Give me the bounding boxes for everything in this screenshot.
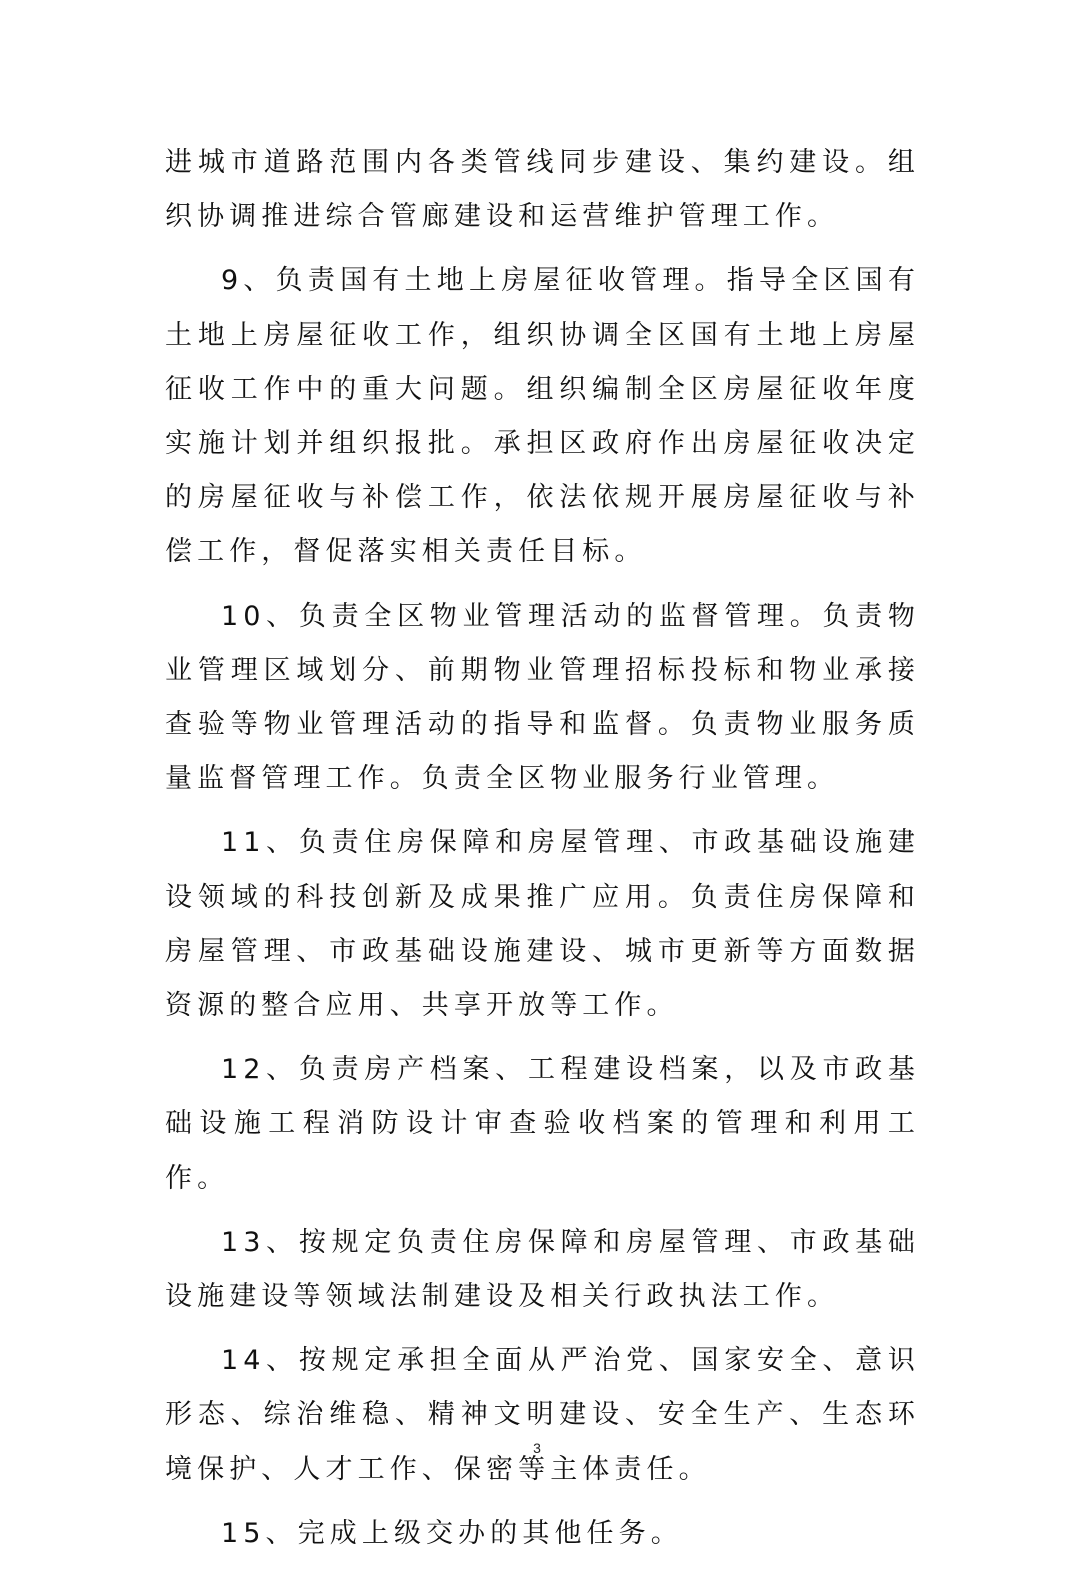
body-text <box>165 136 920 1571</box>
paragraph-item-9: 9、负责国有土地上房屋征收管理。指导全区国有土地上房屋征收工作，组织协调全区国有土地上房屋征收工作中的重大问题。组织编制全区房屋征收年度实施计划并组织报批。承担区政府作出房屋征收决定的房屋征收与补偿工作，依法依规开展房屋征收与补偿工作，督促落实相关责任目标。 <box>165 265 920 568</box>
paragraph-item-15: 15、完成上级交办的其他任务。 <box>221 1517 683 1549</box>
paragraph-item-11: 11、负责住房保障和房屋管理、市政基础设施建设领域的科技创新及成果推广应用。负责住房保障和房屋管理、市政基础设施建设、城市更新等方面数据资源的整合应用、共享开放等工作。 <box>165 827 920 1022</box>
paragraph-item-10: 10、负责全区物业管理活动的监督管理。负责物业管理区域划分、前期物业管理招标投标和物业承接查验等物业管理活动的指导和监督。负责物业服务质量监督管理工作。负责全区物业服务行业管理。 <box>165 600 920 795</box>
paragraph-item-14: 14、按规定承担全面从严治党、国家安全、意识形态、综治维稳、精神文明建设、安全生产、生态环境保护、人才工作、保密等主体责任。 <box>165 1345 920 1485</box>
paragraph-item-12: 12、负责房产档案、工程建设档案，以及市政基础设施工程消防设计审查验收档案的管理和利用工作。 <box>165 1054 920 1194</box>
paragraph-item-13: 13、按规定负责住房保障和房屋管理、市政基础设施建设等领域法制建设及相关行政执法工作。 <box>165 1226 920 1313</box>
paragraph-continuation: 进城市道路范围内各类管线同步建设、集约建设。组织协调推进综合管廊建设和运营维护管理工作。 <box>165 147 920 233</box>
page-number: 3 <box>533 1440 541 1456</box>
